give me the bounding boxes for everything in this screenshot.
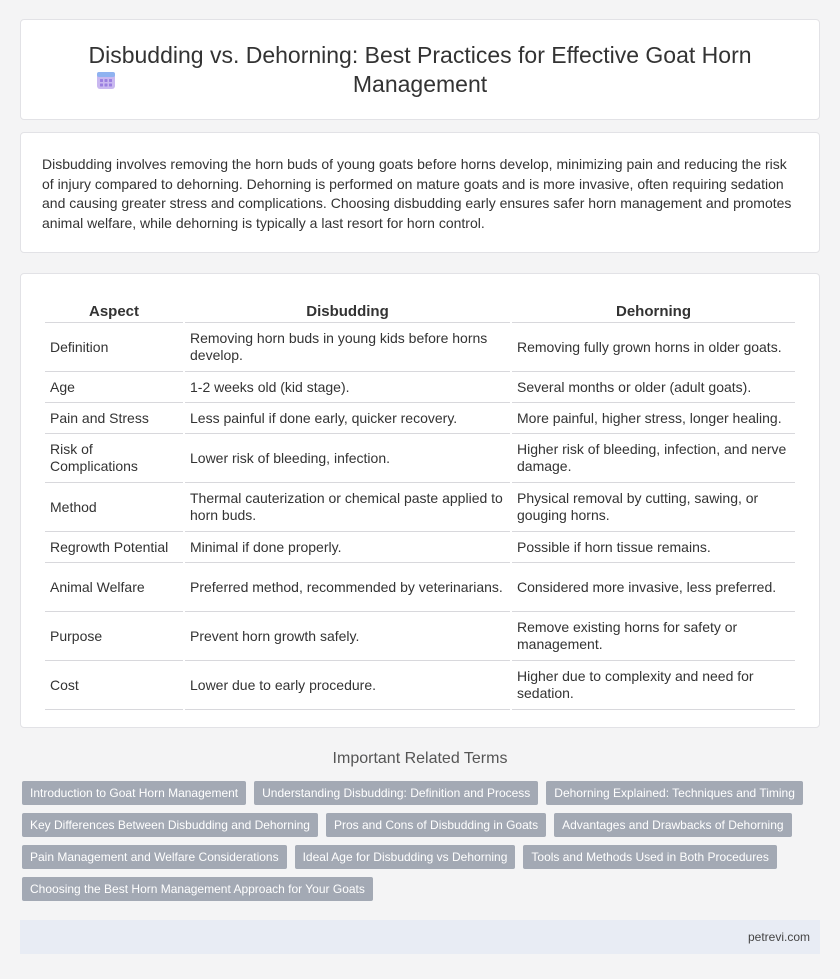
related-term-tag[interactable]: Ideal Age for Disbudding vs Dehorning [295,845,516,869]
title-wrap [61,41,779,99]
table-cell: Risk of Complications [45,434,183,483]
footer-site-link[interactable]: petrevi.com [747,930,810,944]
related-term-tag[interactable]: Understanding Disbudding: Definition and Process [254,781,538,805]
table-cell: Less painful if done early, quicker recovery. [185,403,510,434]
table-cell: Lower risk of bleeding, infection. [185,434,510,483]
comparison-card [20,273,820,728]
table-row [45,563,795,612]
table-cell: More painful, higher stress, longer healing. [512,403,795,434]
table-cell: Method [45,483,183,532]
related-terms-title: Important Related Terms [332,750,508,767]
intro-card [20,132,820,253]
table-cell: Removing horn buds in young kids before horns develop. [185,323,510,372]
calendar-icon [95,69,117,91]
table-header-row [45,299,795,323]
table-row [45,532,795,563]
related-terms-tags [0,781,840,901]
related-term-tag[interactable]: Advantages and Drawbacks of Dehorning [554,813,791,837]
table-cell: 1-2 weeks old (kid stage). [185,372,510,403]
table-cell: Removing fully grown horns in older goats. [512,323,795,372]
related-term-tag[interactable]: Choosing the Best Horn Management Approach for Your Goats [22,877,373,901]
title-card [20,19,820,120]
related-term-tag[interactable]: Pros and Cons of Disbudding in Goats [326,813,546,837]
table-row [45,372,795,403]
related-terms-section [0,750,840,901]
related-term-tag[interactable]: Tools and Methods Used in Both Procedures [523,845,776,869]
table-cell: Higher risk of bleeding, infection, and nerve damage. [512,434,795,483]
table-cell: Definition [45,323,183,372]
table-cell: Purpose [45,612,183,661]
intro-paragraph: Disbudding involves removing the horn buds of young goats before horns develop, minimizing pain and reducing the risk of injury compared to dehorning. Dehorning is performed on mature goats and is more invasive, often requiring sedation and causing greater stress and complications. Choosing disbudding early ensures safer horn management and promotes animal welfare, while dehorning is typically a last resort for horn control. [42,156,792,231]
header-disbudding: Disbudding [185,299,510,323]
table-row [45,612,795,661]
footer [20,920,820,954]
table-cell: Several months or older (adult goats). [512,372,795,403]
table-cell: Thermal cauterization or chemical paste applied to horn buds. [185,483,510,532]
table-row [45,661,795,710]
related-term-tag[interactable]: Pain Management and Welfare Considerations [22,845,287,869]
table-row [45,434,795,483]
table-cell: Animal Welfare [45,563,183,612]
table-row [45,483,795,532]
table-cell: Cost [45,661,183,710]
table-cell: Minimal if done properly. [185,532,510,563]
table-cell: Prevent horn growth safely. [185,612,510,661]
table-cell: Preferred method, recommended by veterinarians. [185,563,510,612]
related-term-tag[interactable]: Key Differences Between Disbudding and Dehorning [22,813,318,837]
table-cell: Physical removal by cutting, sawing, or gouging horns. [512,483,795,532]
table-cell: Remove existing horns for safety or management. [512,612,795,661]
table-cell: Regrowth Potential [45,532,183,563]
related-term-tag[interactable]: Dehorning Explained: Techniques and Timing [546,781,803,805]
comparison-table [43,299,797,710]
table-cell: Higher due to complexity and need for sedation. [512,661,795,710]
header-aspect: Aspect [45,299,183,323]
table-cell: Pain and Stress [45,403,183,434]
header-dehorning: Dehorning [512,299,795,323]
table-cell: Possible if horn tissue remains. [512,532,795,563]
table-row [45,323,795,372]
table-cell: Lower due to early procedure. [185,661,510,710]
table-row [45,403,795,434]
related-term-tag[interactable]: Introduction to Goat Horn Management [22,781,246,805]
table-cell: Considered more invasive, less preferred. [512,563,795,612]
table-cell: Age [45,372,183,403]
page-title: Disbudding vs. Dehorning: Best Practices for Effective Goat Horn Management [88,41,752,97]
